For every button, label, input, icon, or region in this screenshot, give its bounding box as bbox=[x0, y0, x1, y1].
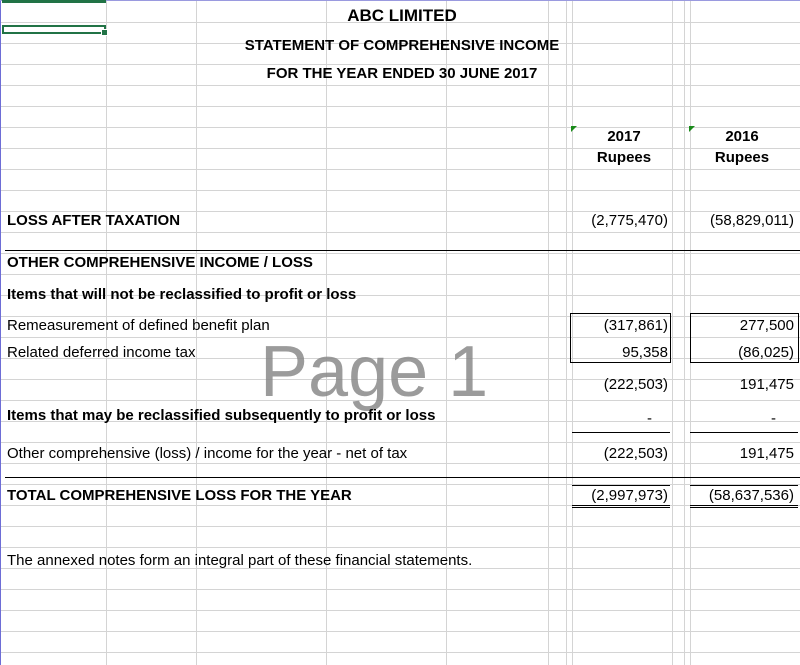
total-top-rule-2016 bbox=[690, 485, 798, 486]
column-gridline bbox=[684, 0, 685, 665]
oci-heading: OTHER COMPREHENSIVE INCOME / LOSS bbox=[7, 254, 313, 271]
total-2016: (58,637,536) bbox=[708, 487, 794, 504]
statement-title: STATEMENT OF COMPREHENSIVE INCOME bbox=[244, 37, 560, 54]
window-frame-top bbox=[0, 0, 800, 1]
remeasurement-label: Remeasurement of defined benefit plan bbox=[7, 317, 270, 334]
deferred-tax-2016: (86,025) bbox=[738, 344, 794, 361]
col-2017-year: 2017 bbox=[607, 128, 641, 145]
company-name: ABC LIMITED bbox=[347, 6, 457, 25]
period-title: FOR THE YEAR ENDED 30 JUNE 2017 bbox=[266, 65, 538, 82]
loss-after-tax-2017: (2,775,470) bbox=[591, 212, 668, 229]
section-rule bbox=[5, 250, 800, 251]
rule-2017 bbox=[572, 432, 670, 433]
fill-handle[interactable] bbox=[101, 29, 108, 36]
col-2017-unit: Rupees bbox=[596, 149, 652, 166]
remeasurement-2017: (317,861) bbox=[603, 317, 668, 334]
deferred-tax-label: Related deferred income tax bbox=[7, 344, 196, 361]
not-reclassified-heading: Items that will not be reclassified to profit or loss bbox=[7, 286, 357, 303]
section-rule bbox=[5, 477, 800, 478]
annex-note: The annexed notes form an integral part of these financial statements. bbox=[7, 552, 473, 569]
total-label: TOTAL COMPREHENSIVE LOSS FOR THE YEAR bbox=[7, 487, 352, 504]
total-2017: (2,997,973) bbox=[591, 487, 668, 504]
may-be-reclassified-2017: - bbox=[647, 410, 652, 427]
subtotal-2016: 191,475 bbox=[739, 376, 794, 393]
loss-after-tax-label: LOSS AFTER TAXATION bbox=[7, 212, 181, 229]
may-be-reclassified-2016: - bbox=[771, 410, 776, 427]
total-double-rule-2016 bbox=[690, 505, 798, 508]
total-double-rule-2017 bbox=[572, 505, 670, 508]
subtotal-2017: (222,503) bbox=[603, 376, 668, 393]
loss-after-tax-2016: (58,829,011) bbox=[710, 212, 794, 229]
oci-net-2017: (222,503) bbox=[603, 445, 668, 462]
col-2016-unit: Rupees bbox=[714, 149, 770, 166]
selected-cell[interactable] bbox=[2, 25, 106, 34]
oci-net-2016: 191,475 bbox=[739, 445, 794, 462]
column-gridline bbox=[548, 0, 549, 665]
remeasurement-2016: 277,500 bbox=[739, 317, 794, 334]
total-top-rule-2017 bbox=[572, 485, 670, 486]
rule-2016 bbox=[690, 432, 798, 433]
window-frame-left bbox=[0, 0, 1, 665]
column-gridline bbox=[672, 0, 673, 665]
page-watermark: Page 1 bbox=[260, 332, 489, 412]
column-gridline bbox=[566, 0, 567, 665]
deferred-tax-2017: 95,358 bbox=[622, 344, 668, 361]
selected-cell-top[interactable] bbox=[2, 0, 106, 3]
oci-net-label: Other comprehensive (loss) / income for the year - net of tax bbox=[7, 445, 408, 462]
may-be-reclassified-label: Items that may be reclassified subsequently to profit or loss bbox=[7, 407, 436, 424]
col-2016-year: 2016 bbox=[725, 128, 759, 145]
